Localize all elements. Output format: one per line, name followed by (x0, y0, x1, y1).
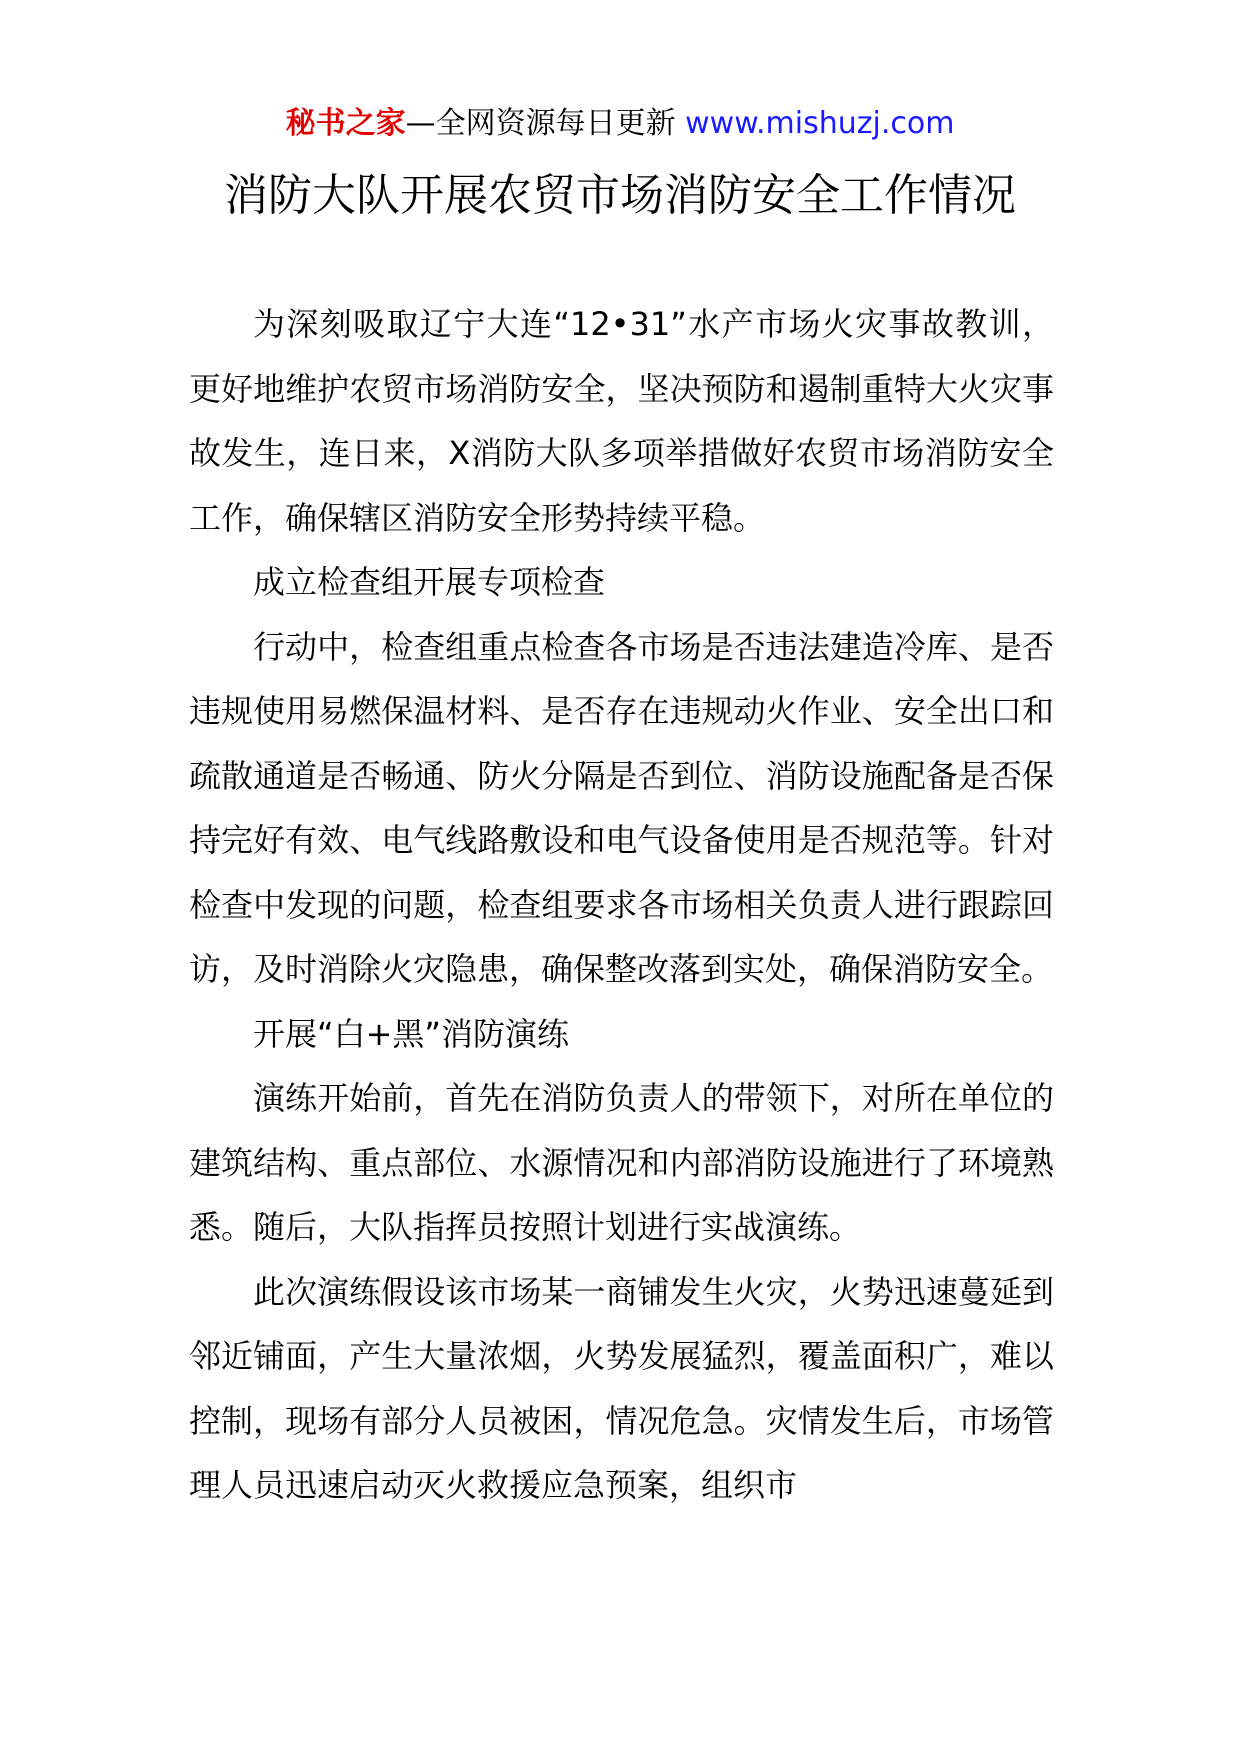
paragraph-drill-scenario: 此次演练假设该市场某一商铺发生火灾，火势迅速蔓延到邻近铺面，产生大量浓烟，火势发展猛烈，覆盖面积广，难以控制，现场有部分人员被困，情况危急。灾情发生后，市场管理人员迅速启动灭火救援应急预案，组织市 (189, 1272, 1054, 1504)
paragraph-inspection: 行动中，检查组重点检查各市场是否违法建造冷库、是否违规使用易燃保温材料、是否存在违规动火作业、安全出口和疏散通道是否畅通、防火分隔是否到位、消防设施配备是否保持完好有效、电气线路敷设和电气设备使用是否规范等。针对检查中发现的问题，检查组要求各市场相关负责人进行跟踪回访，及时消除火灾隐患，确保整改落到实处，确保消防安全。 (189, 627, 1054, 988)
site-tagline: —全网资源每日更新 (405, 106, 676, 141)
paragraph-drill-prep: 演练开始前，首先在消防负责人的带领下，对所在单位的建筑结构、重点部位、水源情况和内部消防设施进行了环境熟悉。随后，大队指挥员按照计划进行实战演练。 (189, 1079, 1054, 1246)
section-heading-drill: 开展“白+黑”消防演练 (253, 1014, 569, 1053)
document-body (189, 292, 1054, 1518)
site-brand: 秘书之家 (285, 106, 406, 141)
paragraph-intro: 为深刻吸取辽宁大连“12•31”水产市场火灾事故教训，更好地维护农贸市场消防安全，坚决预防和遏制重特大火灾事故发生，连日来，X消防大队多项举措做好农贸市场消防安全工作，确保辖区消防安全形势持续平稳。 (189, 305, 1054, 537)
document-title: 消防大队开展农贸市场消防安全工作情况 (224, 170, 1016, 221)
site-header (0, 104, 1240, 144)
section-heading-inspection: 成立检查组开展专项检查 (253, 563, 606, 601)
site-url-link[interactable]: www.mishuzj.com (685, 106, 955, 141)
